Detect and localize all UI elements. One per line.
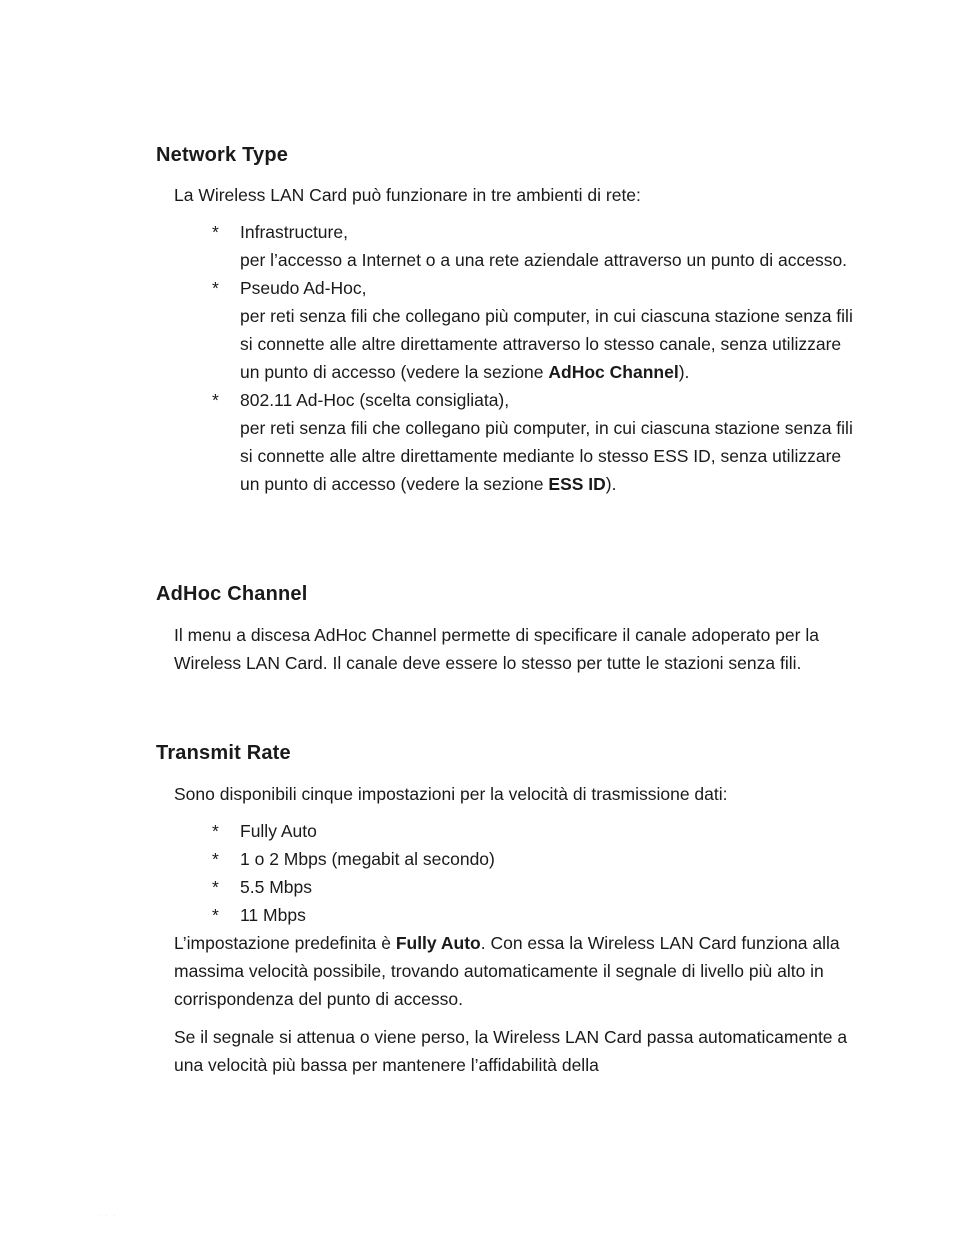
list-item [174, 845, 864, 873]
bullet-marker: * [212, 278, 219, 298]
bullet-marker: * [212, 905, 219, 925]
default-text-end: . Con essa la Wireless LAN Card funziona alla massima velocità possibile, trovando automaticamente il segnale di livello più alto in corrispondenza del punto di accesso. [174, 933, 840, 1009]
list-item [174, 901, 864, 929]
list-item-text: 5.5 Mbps [240, 877, 312, 897]
bullet-marker: * [212, 849, 219, 869]
network-type-list [174, 218, 864, 498]
desc-text: per reti senza fili che collegano più computer, in cui ciascuna stazione senza fili si connette alle altre direttamente mediante lo stesso ESS ID, senza utilizzare un punto di accesso (vedere la sezione [240, 418, 853, 494]
desc-text-end: ). [678, 362, 690, 382]
section-title-adhoc-channel: AdHoc Channel [156, 583, 308, 605]
list-item [174, 218, 864, 274]
transmit-rate-intro: Sono disponibili cinque impostazioni per la velocità di trasmissione dati: [174, 784, 728, 804]
bullet-marker: * [212, 222, 219, 242]
network-type-intro: La Wireless LAN Card può funzionare in tre ambienti di rete: [174, 185, 641, 205]
bullet-marker: * [212, 877, 219, 897]
list-item-text: 1 o 2 Mbps (megabit al secondo) [240, 849, 495, 869]
bullet-marker: * [212, 821, 219, 841]
section-reference: ESS ID [548, 474, 606, 494]
list-item-desc: per l’accesso a Internet o a una rete aziendale attraverso un punto di accesso. [240, 250, 848, 270]
list-item [174, 873, 864, 901]
list-item-name: 802.11 Ad-Hoc (scelta consigliata), [240, 390, 510, 410]
list-item [174, 386, 864, 498]
desc-text-end: ). [605, 474, 617, 494]
list-item [174, 817, 864, 845]
transmit-rate-list [174, 817, 864, 929]
list-item [174, 274, 864, 386]
list-item-desc [240, 414, 864, 498]
bullet-marker: * [212, 390, 219, 410]
list-item-text: 11 Mbps [240, 905, 306, 925]
page-footer-mark: · · · [98, 1213, 118, 1219]
transmit-rate-fallback: Se il segnale si attenua o viene perso, la Wireless LAN Card passa automaticamente a una velocità più bassa per mantenere l’affidabilità della [174, 1027, 848, 1075]
list-item-name: Infrastructure, [240, 222, 348, 242]
desc-text: per reti senza fili che collegano più computer, in cui ciascuna stazione senza fili si connette alle altre direttamente attraverso lo stesso canale, senza utilizzare un punto di accesso (vedere la sezione [240, 306, 853, 382]
adhoc-channel-body: Il menu a discesa AdHoc Channel permette di specificare il canale adoperato per la Wireless LAN Card. Il canale deve essere lo stesso per tutte le stazioni senza fili. [174, 625, 819, 673]
section-title-network-type: Network Type [156, 144, 289, 166]
list-item-text: Fully Auto [240, 821, 317, 841]
section-title-transmit-rate: Transmit Rate [156, 742, 291, 764]
default-text: L’impostazione predefinita è [174, 933, 396, 953]
default-setting-name: Fully Auto [395, 933, 481, 953]
list-item-name: Pseudo Ad-Hoc, [240, 278, 367, 298]
list-item-desc [240, 302, 864, 386]
section-reference: AdHoc Channel [548, 362, 679, 382]
transmit-rate-default [174, 929, 864, 1013]
